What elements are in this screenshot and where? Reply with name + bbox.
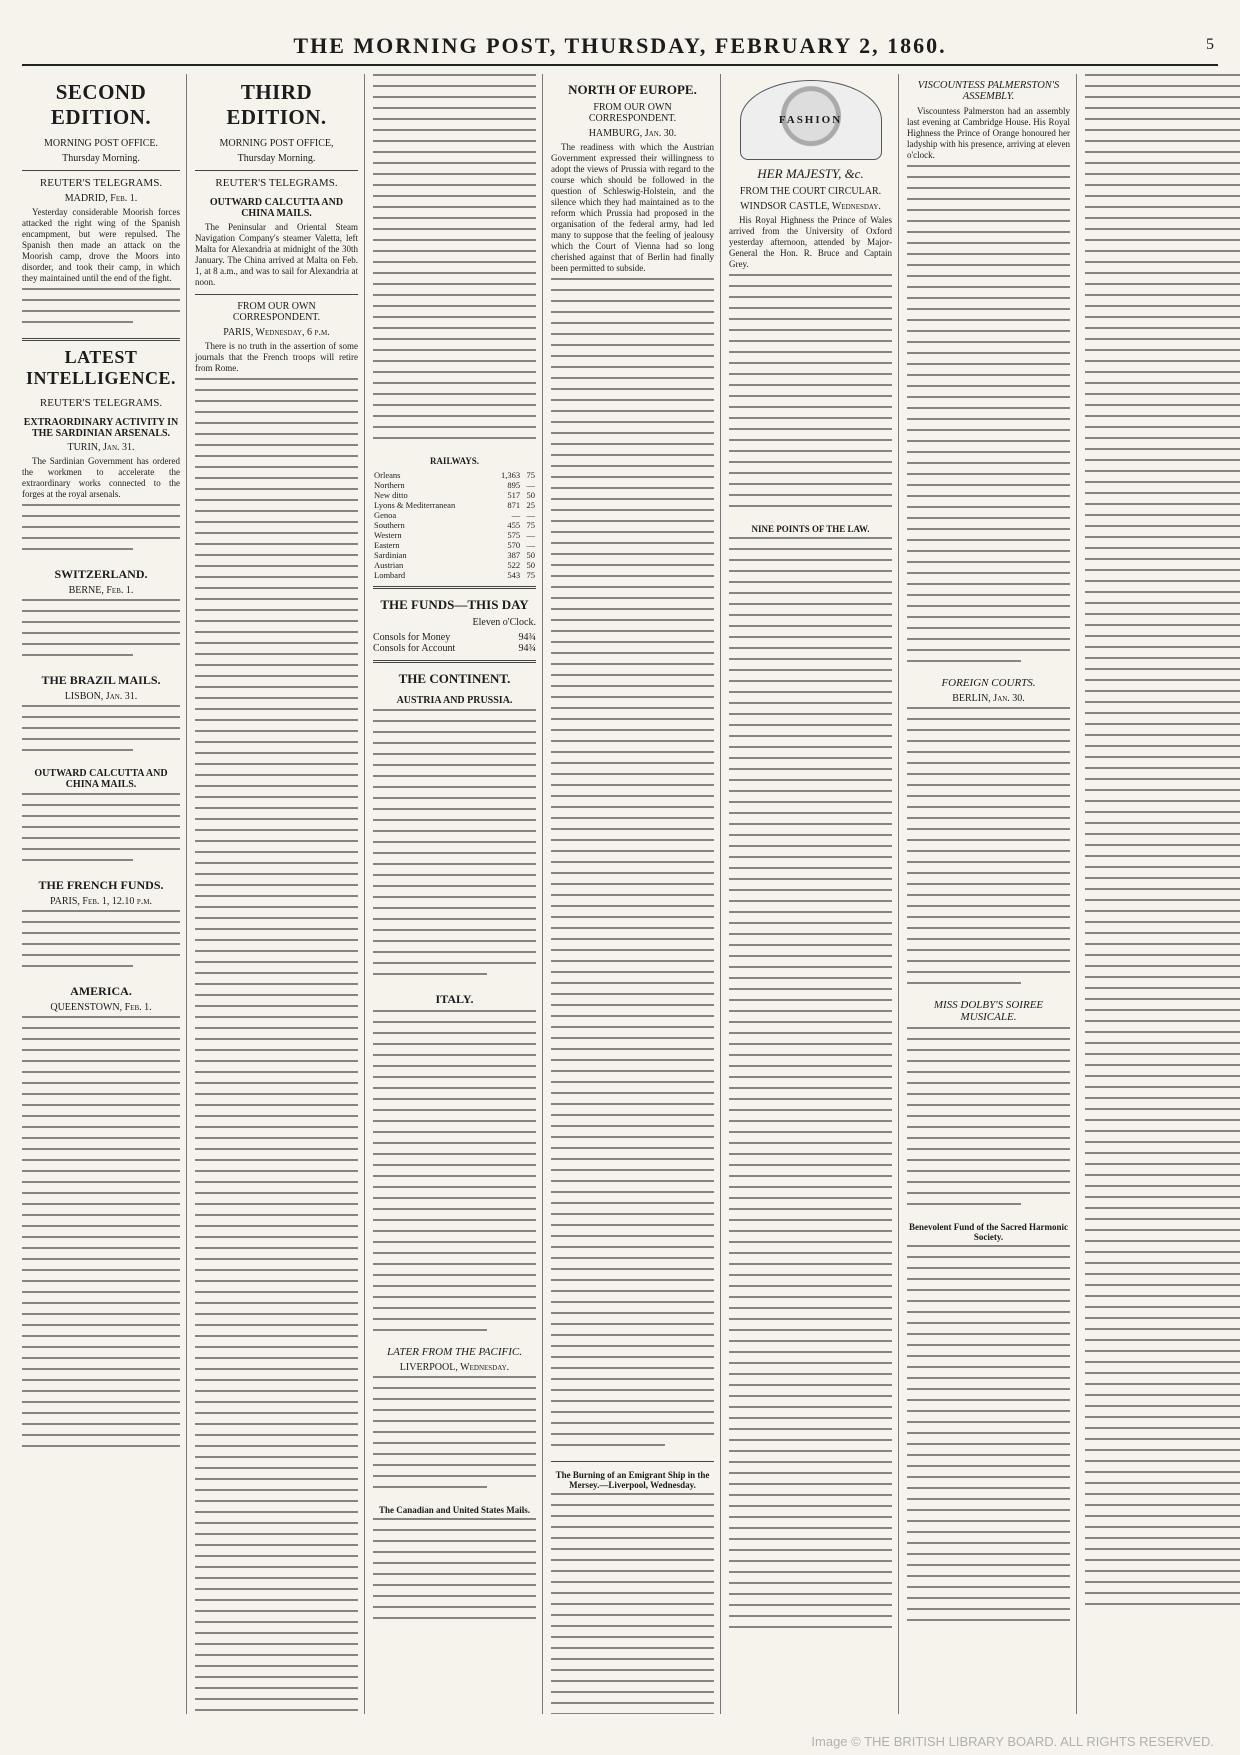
italy-heading: ITALY. (435, 992, 474, 1006)
railway-value-cell: — (511, 510, 521, 520)
benevolent-heading: Benevolent Fund of the Sacred Harmonic Society. (908, 1222, 1069, 1242)
north-europe-heading: NORTH OF EUROPE. (568, 82, 697, 97)
railway-value-cell: 871 (507, 500, 521, 510)
time-line: Thursday Morning. (237, 153, 316, 164)
switzerland-heading: SWITZERLAND. (54, 567, 148, 581)
divider (373, 660, 536, 663)
telegrams-heading-2: REUTER'S TELEGRAMS. (39, 397, 163, 409)
railway-value-cell: 387 (507, 550, 521, 560)
america-heading: AMERICA. (70, 984, 132, 998)
hamburg-text: The readiness with which the Austrian Government expressed their willingness to adopt the views of Prussia with regard to the course which should be followed in the question of Schleswig-Holstein, and the silence which they had maintained as to the reform which Prussia had proposed in the organisation of the federal army, had led many to suppose that the feeling of jealousy which the Court of Vienna had so long cherished against that of Berlin had finally been permitted to subside. (551, 142, 714, 273)
railway-name-cell: Southern (374, 520, 405, 530)
second-edition-headline: SECOND EDITION. (50, 80, 152, 129)
funds-table (373, 632, 536, 654)
madrid-dateline: MADRID, Feb. 1. (64, 193, 138, 204)
railway-value-cell: 575 (507, 530, 521, 540)
mails-heading: The Canadian and United States Mails. (378, 1505, 531, 1515)
palmerston-text: Viscountess Palmerston had an assembly last evening at Cambridge House. His Royal Highness the Prince of Orange honoured her ladyship with his presence, arriving at eleven o'clock. (907, 106, 1070, 160)
time-line: Thursday Morning. (62, 153, 140, 164)
telegrams-heading: REUTER'S TELEGRAMS. (39, 177, 163, 189)
railway-value-cell: — (526, 540, 535, 550)
divider (551, 1461, 714, 1462)
columns (22, 74, 1218, 1714)
railway-value-cell: 1,363 (500, 470, 521, 480)
railway-value-cell: 570 (507, 540, 521, 550)
table-row (373, 500, 536, 510)
telegrams-heading: REUTER'S TELEGRAMS. (215, 177, 338, 189)
outward-mails-heading: OUTWARD CALCUTTA AND CHINA MAILS. (34, 768, 168, 790)
railway-value-cell: 50 (526, 490, 535, 500)
railway-value-cell: — (526, 530, 535, 540)
column-4 (551, 74, 721, 1714)
railway-name-cell: Orleans (374, 470, 401, 480)
paris-text: There is no truth in the assertion of some journals that the French troops will retire from Rome. (195, 341, 358, 373)
correspondent-line: FROM OUR OWN CORRESPONDENT. (232, 301, 321, 323)
railway-value-cell: 75 (526, 520, 535, 530)
arsenals-heading: EXTRAORDINARY ACTIVITY IN THE SARDINIAN ARSENALS. (23, 417, 179, 439)
divider (22, 338, 180, 341)
railway-value-cell: 543 (507, 570, 521, 580)
third-edition-headline: THIRD EDITION. (226, 80, 327, 129)
funds-heading: THE FUNDS—THIS DAY (380, 597, 529, 612)
foreign-courts-heading: FOREIGN COURTS. (941, 677, 1036, 689)
fashion-crest-illustration (740, 80, 882, 160)
railway-value-cell: 50 (526, 560, 535, 570)
windsor-text: His Royal Highness the Prince of Wales arrived from the University of Oxford yesterday afternoon, attended by Major-General the Hon. R. Bruce and Captain Grey. (729, 215, 892, 269)
railway-value-cell: 895 (507, 480, 521, 490)
railway-value-cell: 25 (526, 500, 535, 510)
copyright-watermark: Image © THE BRITISH LIBRARY BOARD. ALL RIGHTS RESERVED. (811, 1734, 1214, 1749)
consols-account-value: 94¾ (518, 643, 536, 654)
mails-text: The Peninsular and Oriental Steam Navigation Company's steamer Valetta, left Malta for Alexandria at midnight of the 30th January. The China arrived at Malta on Feb. 1, at 8 a.m., and was to sail for Alexandria at noon. (195, 222, 358, 287)
column-1 (22, 74, 187, 1714)
consols-money-row (373, 632, 536, 643)
paris-funds-dateline: PARIS, Feb. 1, 12.10 p.m. (49, 896, 153, 907)
column-5 (729, 74, 899, 1714)
table-row (373, 570, 536, 580)
french-funds-heading: THE FRENCH FUNDS. (38, 878, 164, 892)
table-row (373, 510, 536, 520)
railway-name-cell: Northern (374, 480, 405, 490)
funds-time: Eleven o'Clock. (472, 617, 536, 628)
divider (195, 170, 358, 171)
railway-name-cell: Austrian (374, 560, 404, 570)
office-line: MORNING POST OFFICE, (219, 138, 334, 149)
divider (22, 170, 180, 171)
railway-name-cell: New ditto (374, 490, 408, 500)
berne-dateline: BERNE, Feb. 1. (68, 585, 134, 596)
table-row (373, 470, 536, 480)
table-row (373, 480, 536, 490)
hamburg-dateline: HAMBURG, Jan. 30. (588, 128, 677, 139)
consols-account-label: Consols for Account (373, 643, 456, 654)
queenstown-dateline: QUEENSTOWN, Feb. 1. (50, 1002, 152, 1013)
consols-account-row (373, 643, 536, 654)
law-heading: NINE POINTS OF THE LAW. (751, 524, 870, 534)
railway-value-cell: 455 (507, 520, 521, 530)
table-row (373, 560, 536, 570)
berlin-dateline: BERLIN, Jan. 30. (952, 693, 1025, 704)
arsenals-dateline: TURIN, Jan. 31. (67, 442, 135, 453)
her-majesty-heading: HER MAJESTY, &c. (757, 166, 864, 181)
court-circular-line: FROM THE COURT CIRCULAR. (739, 186, 882, 197)
table-row (373, 550, 536, 560)
table-row (373, 530, 536, 540)
windsor-dateline: WINDSOR CASTLE, Wednesday. (740, 201, 881, 212)
railway-name-cell: Genoa (374, 510, 397, 520)
column-6 (907, 74, 1077, 1714)
railway-name-cell: Sardinian (374, 550, 407, 560)
masthead-title: THE MORNING POST, THURSDAY, FEBRUARY 2, 1860. (293, 33, 947, 58)
railway-name-cell: Lombard (374, 570, 406, 580)
masthead (22, 28, 1218, 66)
railway-value-cell: — (526, 480, 535, 490)
continent-heading: THE CONTINENT. (398, 671, 511, 686)
table-row (373, 490, 536, 500)
emigrant-ship-heading: The Burning of an Emigrant Ship in the Mersey.—Liverpool, Wednesday. (555, 1470, 710, 1490)
consols-money-value: 94¾ (518, 632, 536, 643)
dolby-heading: MISS DOLBY'S SOIREE MUSICALE. (933, 999, 1044, 1023)
brazil-heading: THE BRAZIL MAILS. (41, 673, 161, 687)
mails-heading: OUTWARD CALCUTTA AND CHINA MAILS. (209, 197, 344, 219)
railway-value-cell: 75 (526, 570, 535, 580)
crest-label: FASHION (778, 114, 843, 126)
railway-name-cell: Eastern (374, 540, 400, 550)
liverpool-dateline: LIVERPOOL, Wednesday. (399, 1362, 510, 1373)
latest-intelligence-headline: LATEST INTELLIGENCE. (25, 347, 177, 388)
arsenals-text: The Sardinian Government has ordered the workmen to accelerate the extraordinary works connected to the forges at the royal arsenals. (22, 456, 180, 499)
table-row (373, 540, 536, 550)
divider (373, 586, 536, 589)
lisbon-dateline: LISBON, Jan. 31. (64, 691, 138, 702)
column-3 (373, 74, 543, 1714)
column-7 (1085, 74, 1240, 1714)
railway-value-cell: 50 (526, 550, 535, 560)
railway-value-cell: 75 (526, 470, 535, 480)
railway-name-cell: Lyons & Mediterranean (374, 500, 456, 510)
railway-name-cell: Western (374, 530, 402, 540)
correspondent-line: FROM OUR OWN CORRESPONDENT. (588, 102, 677, 124)
railway-value-cell: 517 (507, 490, 521, 500)
consols-money-label: Consols for Money (373, 632, 451, 643)
column-2 (195, 74, 365, 1714)
table-row (373, 520, 536, 530)
page-number: 5 (1206, 36, 1214, 53)
railway-table (373, 470, 536, 580)
palmerston-heading: VISCOUNTESS PALMERSTON'S ASSEMBLY. (917, 80, 1060, 102)
madrid-text: Yesterday considerable Moorish forces attacked the right wing of the Spanish encampment, but were repulsed. The Spanish then made an attack on the Moorish camp, drove the Moors into disorder, and took their camp, in which they maintained until the end of the fight. (22, 207, 180, 283)
railway-value-cell: 522 (507, 560, 521, 570)
railway-value-cell: — (526, 510, 535, 520)
paris-dateline: PARIS, Wednesday, 6 p.m. (223, 327, 330, 338)
austria-heading: AUSTRIA AND PRUSSIA. (396, 695, 513, 706)
divider (195, 294, 358, 295)
railways-heading: RAILWAYS. (429, 456, 480, 466)
office-line: MORNING POST OFFICE. (43, 138, 158, 149)
pacific-heading: LATER FROM THE PACIFIC. (386, 1346, 523, 1358)
